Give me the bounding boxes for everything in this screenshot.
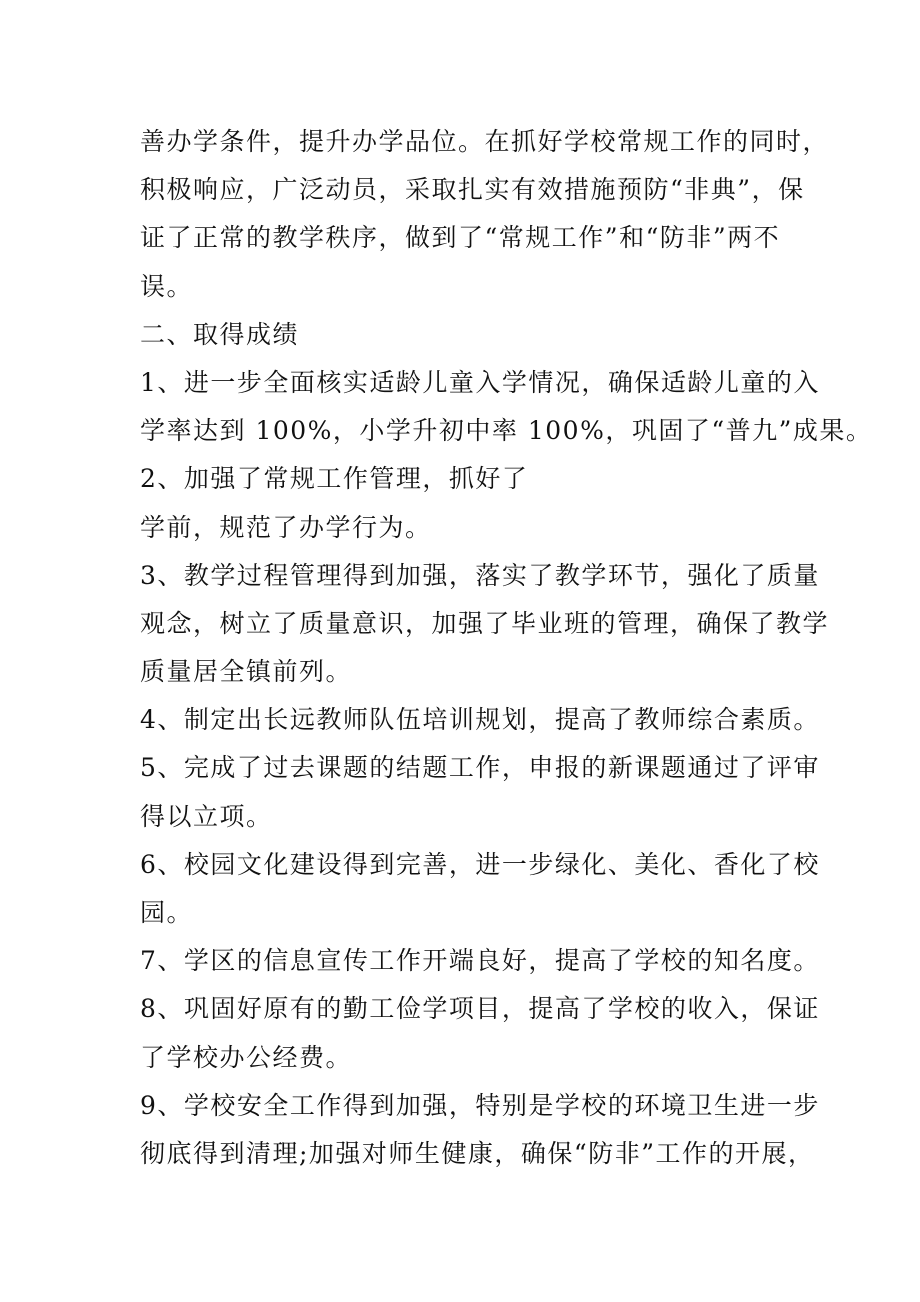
list-item-2: 2、加强了常规工作管理，抓好了 [140, 464, 529, 494]
text-line: 得以立项。 [140, 801, 273, 831]
text-line: 观念，树立了质量意识，加强了毕业班的管理，确保了教学 [140, 608, 830, 638]
section-heading: 二、取得成绩 [140, 319, 300, 349]
document-body [140, 118, 873, 1178]
list-item-8: 8、巩固好原有的勤工俭学项目，提高了学校的收入，保证 [140, 994, 820, 1024]
list-item-5: 5、完成了过去课题的结题工作，申报的新课题通过了评审 [140, 753, 820, 783]
list-item-7: 7、学区的信息宣传工作开端良好，提高了学校的知名度。 [140, 946, 820, 976]
text-line: 了学校办公经费。 [140, 1042, 353, 1072]
text-line: 证了正常的教学秩序，做到了“常规工作”和“防非”两不 [140, 223, 781, 253]
text-line: 学率达到 100%，小学升初中率 100%，巩固了“普九”成果。 [140, 416, 873, 446]
text-line: 质量居全镇前列。 [140, 657, 353, 687]
text-line: 积极响应，广泛动员，采取扎实有效措施预防“非典”，保 [140, 175, 805, 205]
text-line: 学前，规范了办学行为。 [140, 512, 432, 542]
text-line: 彻底得到清理;加强对师生健康，确保“防非”工作的开展， [140, 1138, 815, 1168]
list-item-6: 6、校园文化建设得到完善，进一步绿化、美化、香化了校 [140, 849, 820, 879]
list-item-9: 9、学校安全工作得到加强，特别是学校的环境卫生进一步 [140, 1090, 820, 1120]
text-line: 园。 [140, 898, 194, 927]
list-item-3: 3、教学过程管理得到加强，落实了教学环节，强化了质量 [140, 560, 820, 590]
list-item-4: 4、制定出长远教师队伍培训规划，提高了教师综合素质。 [140, 705, 820, 735]
text-line: 误。 [140, 271, 194, 301]
list-item-1: 1、进一步全面核实适龄儿童入学情况，确保适龄儿童的入 [140, 367, 820, 397]
text-line: 善办学条件，提升办学品位。在抓好学校常规工作的同时， [140, 127, 830, 156]
